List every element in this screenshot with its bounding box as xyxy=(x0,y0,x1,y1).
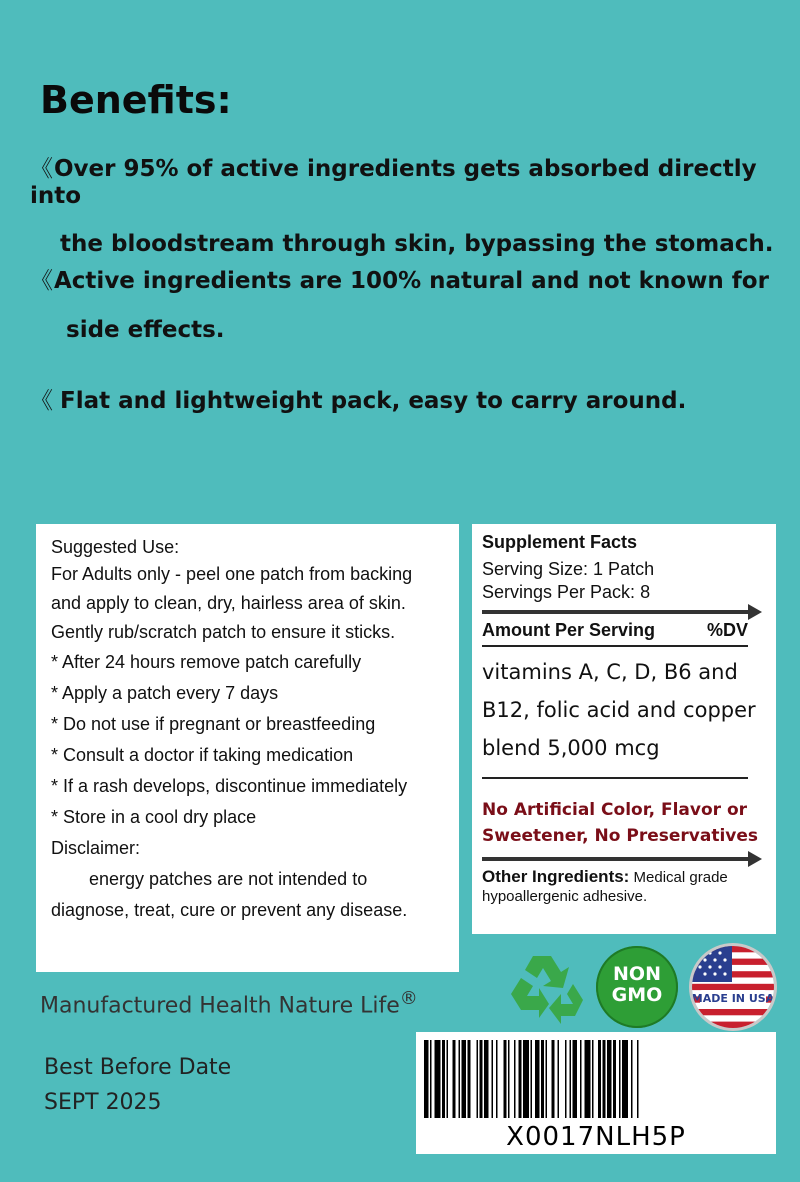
vitamin-line-1: vitamins A, C, D, B6 and xyxy=(482,660,738,684)
barcode-bar xyxy=(546,1040,548,1118)
arrow-divider xyxy=(482,610,748,614)
free-line-1: No Artificial Color, Flavor or xyxy=(482,800,748,820)
barcode-bar xyxy=(523,1040,529,1118)
barcode-bar xyxy=(592,1040,594,1118)
recycle-icon xyxy=(503,948,589,1028)
dv-label: %DV xyxy=(706,620,748,640)
serving-size: Serving Size: 1 Patch xyxy=(482,559,655,579)
barcode-bars xyxy=(416,1032,776,1120)
barcode-bar xyxy=(613,1040,616,1118)
barcode-bar xyxy=(430,1040,432,1118)
divider xyxy=(482,645,748,647)
use-bullet-6: * Store in a cool dry place xyxy=(51,807,257,827)
barcode-bar xyxy=(541,1040,544,1118)
best-before-label: Best Before Date xyxy=(44,1055,232,1080)
benefit-item-3 xyxy=(30,382,780,415)
manufacturer-text: Manufactured Health Nature Life xyxy=(40,993,400,1019)
benefit-1-line1: Over 95% of active ingredients gets absorbed directly into xyxy=(30,156,757,209)
barcode-bar xyxy=(504,1040,507,1118)
barcode-bar xyxy=(631,1040,633,1118)
barcode-bar xyxy=(619,1040,621,1118)
benefit-item-2 xyxy=(30,262,780,343)
barcode-bar xyxy=(570,1040,572,1118)
vitamin-blend xyxy=(482,653,766,767)
vitamin-line-3: blend 5,000 mcg xyxy=(482,736,660,760)
disclaimer-line-1: energy patches are not intended to xyxy=(89,869,368,889)
barcode-bar xyxy=(531,1040,533,1118)
benefit-2-line2: side effects. xyxy=(66,317,225,343)
made-in-usa-badge xyxy=(692,946,774,1028)
free-line-2: Sweetener, No Preservatives xyxy=(482,826,759,846)
benefit-1-line2: the bloodstream through skin, bypassing the stomach. xyxy=(60,231,774,257)
barcode-bar xyxy=(637,1040,639,1118)
amount-per-serving-label: Amount Per Serving xyxy=(482,620,656,640)
barcode-bar xyxy=(447,1040,449,1118)
barcode-bar xyxy=(519,1040,522,1118)
barcode-bar xyxy=(573,1040,578,1118)
registered-mark: ® xyxy=(399,988,418,1009)
chevron-mark-icon: 《 xyxy=(30,388,53,414)
free-from-notice xyxy=(482,797,766,849)
non-gmo-line-1: NON xyxy=(613,963,661,985)
barcode-bar xyxy=(480,1040,483,1118)
barcode xyxy=(416,1032,776,1154)
suggested-use-heading: Suggested Use: xyxy=(51,537,180,557)
suggested-use-panel xyxy=(36,524,459,972)
non-gmo-line-2: GMO xyxy=(611,984,663,1006)
barcode-bar xyxy=(565,1040,567,1118)
benefit-item-1 xyxy=(30,150,780,257)
other-ingredients-label: Other Ingredients: xyxy=(482,867,630,886)
barcode-bar xyxy=(585,1040,591,1118)
barcode-bar xyxy=(622,1040,628,1118)
barcode-bar xyxy=(580,1040,582,1118)
benefit-3-line1: Flat and lightweight pack, easy to carry around. xyxy=(60,388,687,414)
best-before-value: SEPT 2025 xyxy=(44,1090,162,1115)
barcode-bar xyxy=(558,1040,560,1118)
barcode-bar xyxy=(484,1040,489,1118)
barcode-bar xyxy=(607,1040,612,1118)
barcode-bar xyxy=(468,1040,471,1118)
other-ingredients-value-1: Medical grade xyxy=(633,869,728,886)
benefits-title: Benefits: xyxy=(40,78,232,122)
non-gmo-badge xyxy=(596,946,678,1028)
barcode-bar xyxy=(462,1040,467,1118)
barcode-bar xyxy=(496,1040,498,1118)
chevron-mark-icon: 《 xyxy=(30,268,53,294)
benefit-2-line1: Active ingredients are 100% natural and not known for xyxy=(54,268,769,294)
other-ingredients-value-2: hypoallergenic adhesive. xyxy=(482,888,648,905)
vitamin-line-2: B12, folic acid and copper xyxy=(482,698,756,722)
barcode-bar xyxy=(603,1040,606,1118)
barcode-bar xyxy=(508,1040,510,1118)
supplement-facts-panel xyxy=(472,524,776,934)
use-bullet-1: * After 24 hours remove patch carefully xyxy=(51,652,362,672)
barcode-bar xyxy=(535,1040,540,1118)
barcode-bar xyxy=(514,1040,516,1118)
barcode-bar xyxy=(492,1040,494,1118)
made-in-usa-text: MADE IN USA xyxy=(692,992,774,1005)
barcode-code: X0017NLH5P xyxy=(506,1122,686,1152)
amount-per-serving-row xyxy=(482,620,766,641)
barcode-bar xyxy=(459,1040,461,1118)
divider xyxy=(482,777,748,779)
chevron-mark-icon: 《 xyxy=(30,156,53,182)
supplement-facts-title: Supplement Facts xyxy=(482,532,638,552)
barcode-bar xyxy=(552,1040,555,1118)
barcode-bar xyxy=(435,1040,441,1118)
other-ingredients xyxy=(482,867,766,906)
manufacturer-line xyxy=(40,988,418,1018)
use-bullet-3: * Do not use if pregnant or breastfeeding xyxy=(51,714,376,734)
barcode-bar xyxy=(453,1040,456,1118)
arrow-divider xyxy=(482,857,748,861)
use-bullet-5: * If a rash develops, discontinue immediately xyxy=(51,776,408,796)
disclaimer-heading: Disclaimer: xyxy=(51,838,141,858)
disclaimer-line-2: diagnose, treat, cure or prevent any disease. xyxy=(51,900,408,920)
servings-per-pack: Servings Per Pack: 8 xyxy=(482,582,651,602)
barcode-bar xyxy=(477,1040,479,1118)
barcode-bar xyxy=(442,1040,445,1118)
use-bullet-4: * Consult a doctor if taking medication xyxy=(51,745,354,765)
use-bullet-2: * Apply a patch every 7 days xyxy=(51,683,279,703)
barcode-bar xyxy=(598,1040,601,1118)
barcode-bar xyxy=(424,1040,429,1118)
suggested-use-intro: For Adults only - peel one patch from backing and apply to clean, dry, hairless area of skin. Gently rub/scratch patch to ensure it sticks. xyxy=(51,564,413,642)
